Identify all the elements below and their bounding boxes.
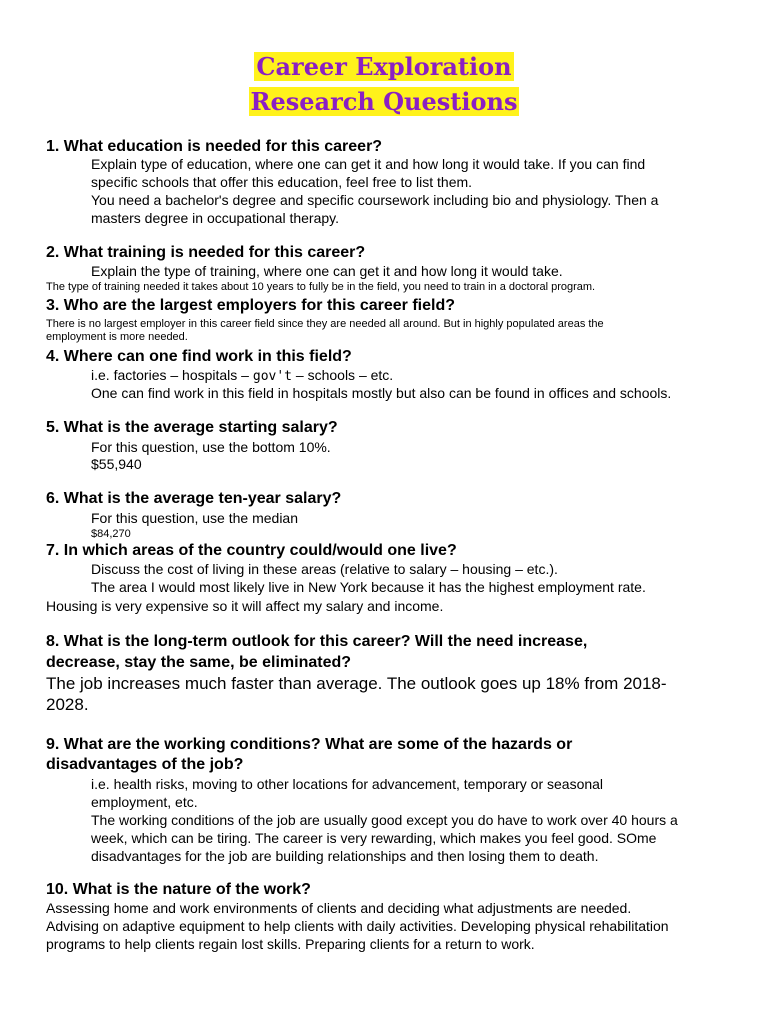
q6-answer: $84,270 [91,528,131,540]
page-title-line-2: Research Questions [250,87,518,116]
q8-answer-line-2: 2028. [46,695,89,714]
q6-prompt: For this question, use the median [91,510,299,526]
q7-answer-line-1: The area I would most likely live in New York because it has the highest employment rate. [91,579,646,595]
q7-answer-line-2: Housing is very expensive so it will affect my salary and income. [46,598,444,614]
q4-answer: One can find work in this field in hospitals mostly but also can be found in offices and schools. [91,385,672,401]
q2-answer: The type of training needed it takes about 10 years to fully be in the field, you need to train in a doctoral program. [46,281,596,293]
q9-answer-line-3: disadvantages for the job are building relationships and then losing them to death. [91,848,599,864]
question-6: 6. What is the average ten-year salary? [46,490,342,507]
q4-prompt-part-a: i.e. factories – hospitals – [91,367,253,383]
q9-prompt-line-2: employment, etc. [91,794,198,810]
q10-answer-line-1: Assessing home and work environments of clients and deciding what adjustments are needed. [46,900,632,916]
q8-answer-line-1: The job increases much faster than average. The outlook goes up 18% from 2018- [46,674,667,693]
q9-answer-line-2: week, which can be tiring. The career is very rewarding, which makes you feel good. SOme [91,830,657,846]
q1-prompt-line-2: specific schools that offer this education, feel free to list them. [91,174,473,190]
question-9-line-1: 9. What are the working conditions? What are some of the hazards or [46,736,573,753]
q10-answer-line-2: Advising on adaptive equipment to help clients with daily activities. Developing physical rehabilitation [46,918,669,934]
q9-prompt-line-1: i.e. health risks, moving to other locations for advancement, temporary or seasonal [91,776,604,792]
question-2: 2. What training is needed for this career? [46,244,366,261]
question-5: 5. What is the average starting salary? [46,419,338,436]
q5-prompt: For this question, use the bottom 10%. [91,439,331,455]
question-10: 10. What is the nature of the work? [46,881,311,898]
question-4: 4. Where can one find work in this field? [46,348,352,365]
q3-answer-line-2: employment is more needed. [46,331,188,343]
q1-answer-line-2: masters degree in occupational therapy. [91,210,339,226]
page-title-line-1: Career Exploration [256,52,512,81]
q2-prompt: Explain the type of training, where one can get it and how long it would take. [91,263,563,279]
question-9-line-2: disadvantages of the job? [46,756,244,773]
q9-answer-line-1: The working conditions of the job are usually good except you do have to work over 40 hours a [91,812,678,828]
q7-prompt: Discuss the cost of living in these areas (relative to salary – housing – etc.). [91,561,558,577]
q4-prompt [91,367,393,385]
question-3: 3. Who are the largest employers for this career field? [46,297,456,314]
q4-prompt-part-b: – schools – etc. [292,367,394,383]
q3-answer-line-1: There is no largest employer in this career field since they are needed all around. But in highly populated areas the [46,318,604,330]
q4-prompt-govt: gov't [252,369,293,384]
q1-prompt-line-1: Explain type of education, where one can get it and how long it would take. If you can find [91,156,646,172]
question-7: 7. In which areas of the country could/would one live? [46,542,457,559]
question-8-line-1: 8. What is the long-term outlook for this career? Will the need increase, [46,633,588,650]
q1-answer-line-1: You need a bachelor's degree and specific coursework including bio and physiology. Then a [91,192,659,208]
question-1: 1. What education is needed for this career? [46,138,383,155]
q5-answer: $55,940 [91,456,142,472]
q10-answer-line-3: programs to help clients regain lost skills. Preparing clients for a return to work. [46,936,535,952]
question-8-line-2: decrease, stay the same, be eliminated? [46,654,352,671]
